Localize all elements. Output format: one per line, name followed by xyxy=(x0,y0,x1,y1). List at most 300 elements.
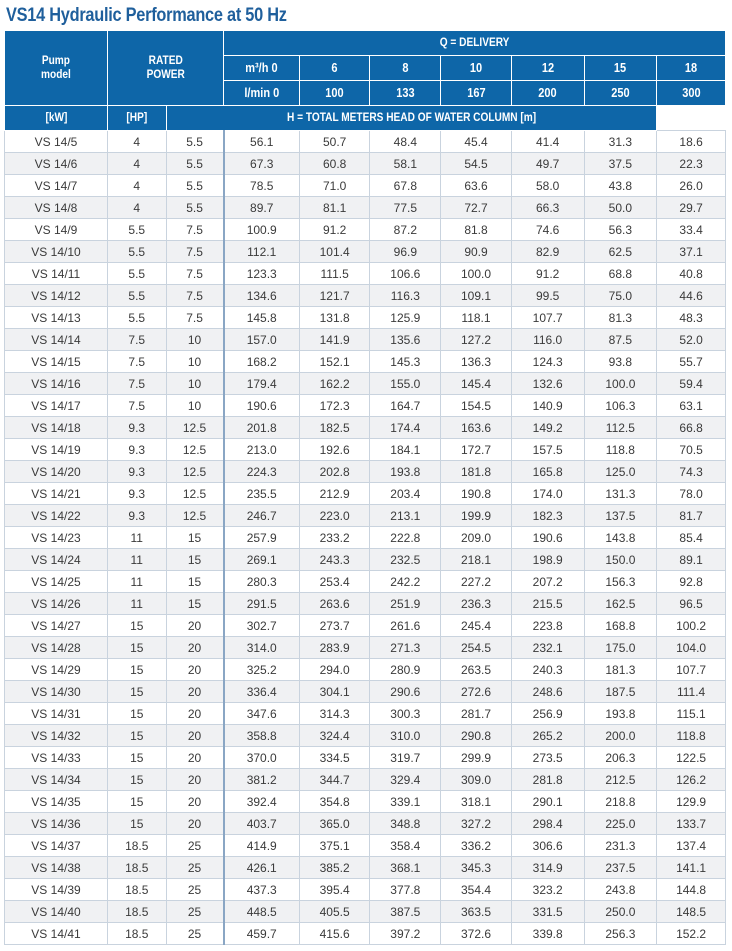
head-value-cell: 168.2 xyxy=(224,351,300,373)
head-value-cell: 112.5 xyxy=(584,417,657,439)
head-value-cell: 43.8 xyxy=(584,175,657,197)
head-value-cell: 85.4 xyxy=(657,527,726,549)
table-row xyxy=(5,527,726,549)
table-row xyxy=(5,395,726,417)
head-value-cell: 82.9 xyxy=(511,241,584,263)
power-hp-cell: 5.5 xyxy=(166,153,224,175)
head-value-cell: 144.8 xyxy=(657,879,726,901)
head-value-cell: 157.0 xyxy=(224,329,300,351)
table-row xyxy=(5,153,726,175)
power-kw-cell: 11 xyxy=(107,527,166,549)
head-value-cell: 175.0 xyxy=(584,637,657,659)
head-value-cell: 448.5 xyxy=(224,901,300,923)
head-value-cell: 243.3 xyxy=(299,549,370,571)
power-kw-cell: 7.5 xyxy=(107,395,166,417)
head-value-cell: 58.0 xyxy=(511,175,584,197)
head-value-cell: 125.0 xyxy=(584,461,657,483)
head-value-cell: 54.5 xyxy=(441,153,512,175)
head-value-cell: 59.4 xyxy=(657,373,726,395)
head-value-cell: 127.2 xyxy=(441,329,512,351)
head-value-cell: 206.3 xyxy=(584,747,657,769)
power-kw-cell: 18.5 xyxy=(107,857,166,879)
table-row xyxy=(5,659,726,681)
head-value-cell: 67.3 xyxy=(224,153,300,175)
head-value-cell: 60.8 xyxy=(299,153,370,175)
delivery-m3h-value: 15 xyxy=(584,56,657,81)
table-row xyxy=(5,285,726,307)
head-value-cell: 106.3 xyxy=(584,395,657,417)
head-value-cell: 348.8 xyxy=(370,813,441,835)
delivery-lmin-value: 200 xyxy=(511,81,584,106)
table-body xyxy=(5,131,726,945)
head-value-cell: 192.6 xyxy=(299,439,370,461)
head-value-cell: 116.3 xyxy=(370,285,441,307)
head-value-cell: 50.7 xyxy=(299,131,370,153)
head-value-cell: 48.3 xyxy=(657,307,726,329)
head-value-cell: 327.2 xyxy=(441,813,512,835)
delivery-lmin-value: 300 xyxy=(657,81,726,106)
power-kw-cell: 15 xyxy=(107,703,166,725)
head-value-cell: 141.9 xyxy=(299,329,370,351)
head-value-cell: 145.3 xyxy=(370,351,441,373)
head-value-cell: 237.5 xyxy=(584,857,657,879)
pump-model-cell: VS 14/41 xyxy=(5,923,108,945)
table-row xyxy=(5,241,726,263)
table-row xyxy=(5,747,726,769)
pump-model-cell: VS 14/38 xyxy=(5,857,108,879)
head-header: H = TOTAL METERS HEAD OF WATER COLUMN [m] xyxy=(166,106,657,131)
head-value-cell: 233.2 xyxy=(299,527,370,549)
head-value-cell: 243.8 xyxy=(584,879,657,901)
head-value-cell: 112.1 xyxy=(224,241,300,263)
delivery-header: Q = DELIVERY xyxy=(224,31,726,56)
head-value-cell: 235.5 xyxy=(224,483,300,505)
power-hp-cell: 10 xyxy=(166,373,224,395)
head-value-cell: 231.3 xyxy=(584,835,657,857)
head-value-cell: 58.1 xyxy=(370,153,441,175)
head-value-cell: 392.4 xyxy=(224,791,300,813)
head-value-cell: 336.2 xyxy=(441,835,512,857)
head-value-cell: 168.8 xyxy=(584,615,657,637)
head-value-cell: 184.1 xyxy=(370,439,441,461)
head-value-cell: 118.8 xyxy=(657,725,726,747)
head-value-cell: 26.0 xyxy=(657,175,726,197)
power-kw-cell: 15 xyxy=(107,813,166,835)
head-value-cell: 272.6 xyxy=(441,681,512,703)
head-value-cell: 280.3 xyxy=(224,571,300,593)
pump-model-cell: VS 14/35 xyxy=(5,791,108,813)
power-hp-cell: 15 xyxy=(166,549,224,571)
head-value-cell: 37.1 xyxy=(657,241,726,263)
head-value-cell: 136.3 xyxy=(441,351,512,373)
head-value-cell: 273.5 xyxy=(511,747,584,769)
table-row xyxy=(5,263,726,285)
head-value-cell: 174.4 xyxy=(370,417,441,439)
power-kw-cell: 9.3 xyxy=(107,439,166,461)
head-value-cell: 56.1 xyxy=(224,131,300,153)
head-value-cell: 55.7 xyxy=(657,351,726,373)
head-value-cell: 174.0 xyxy=(511,483,584,505)
power-kw-cell: 11 xyxy=(107,549,166,571)
power-kw-cell: 5.5 xyxy=(107,307,166,329)
head-value-cell: 63.1 xyxy=(657,395,726,417)
head-value-cell: 93.8 xyxy=(584,351,657,373)
head-value-cell: 71.0 xyxy=(299,175,370,197)
head-value-cell: 271.3 xyxy=(370,637,441,659)
head-value-cell: 81.1 xyxy=(299,197,370,219)
pump-model-cell: VS 14/6 xyxy=(5,153,108,175)
head-value-cell: 100.9 xyxy=(224,219,300,241)
power-hp-cell: 20 xyxy=(166,769,224,791)
head-value-cell: 200.0 xyxy=(584,725,657,747)
head-value-cell: 74.3 xyxy=(657,461,726,483)
head-value-cell: 72.7 xyxy=(441,197,512,219)
head-value-cell: 354.8 xyxy=(299,791,370,813)
head-value-cell: 415.6 xyxy=(299,923,370,945)
pump-model-cell: VS 14/28 xyxy=(5,637,108,659)
head-value-cell: 50.0 xyxy=(584,197,657,219)
head-value-cell: 44.6 xyxy=(657,285,726,307)
head-value-cell: 280.9 xyxy=(370,659,441,681)
head-value-cell: 148.5 xyxy=(657,901,726,923)
head-value-cell: 29.7 xyxy=(657,197,726,219)
power-hp-cell: 20 xyxy=(166,725,224,747)
power-kw-cell: 15 xyxy=(107,681,166,703)
head-value-cell: 339.1 xyxy=(370,791,441,813)
head-value-cell: 162.5 xyxy=(584,593,657,615)
head-value-cell: 96.9 xyxy=(370,241,441,263)
head-value-cell: 256.3 xyxy=(584,923,657,945)
table-row xyxy=(5,549,726,571)
head-value-cell: 150.0 xyxy=(584,549,657,571)
pump-model-cell: VS 14/16 xyxy=(5,373,108,395)
head-value-cell: 155.0 xyxy=(370,373,441,395)
power-kw-cell: 15 xyxy=(107,747,166,769)
pump-model-cell: VS 14/18 xyxy=(5,417,108,439)
power-hp-cell: 20 xyxy=(166,681,224,703)
pump-model-cell: VS 14/27 xyxy=(5,615,108,637)
hp-unit-header: [HP] xyxy=(107,106,166,131)
head-value-cell: 358.8 xyxy=(224,725,300,747)
head-value-cell: 67.8 xyxy=(370,175,441,197)
power-hp-cell: 12.5 xyxy=(166,417,224,439)
power-kw-cell: 15 xyxy=(107,769,166,791)
head-value-cell: 70.5 xyxy=(657,439,726,461)
head-value-cell: 182.3 xyxy=(511,505,584,527)
head-value-cell: 344.7 xyxy=(299,769,370,791)
head-value-cell: 190.6 xyxy=(224,395,300,417)
head-value-cell: 163.6 xyxy=(441,417,512,439)
head-value-cell: 302.7 xyxy=(224,615,300,637)
power-kw-cell: 15 xyxy=(107,725,166,747)
head-value-cell: 137.4 xyxy=(657,835,726,857)
table-row xyxy=(5,351,726,373)
power-kw-cell: 4 xyxy=(107,153,166,175)
head-value-cell: 104.0 xyxy=(657,637,726,659)
head-value-cell: 397.2 xyxy=(370,923,441,945)
head-value-cell: 89.1 xyxy=(657,549,726,571)
power-kw-cell: 4 xyxy=(107,197,166,219)
head-value-cell: 251.9 xyxy=(370,593,441,615)
head-value-cell: 323.2 xyxy=(511,879,584,901)
head-value-cell: 145.4 xyxy=(441,373,512,395)
head-value-cell: 66.8 xyxy=(657,417,726,439)
pump-model-cell: VS 14/36 xyxy=(5,813,108,835)
head-value-cell: 107.7 xyxy=(657,659,726,681)
head-value-cell: 74.6 xyxy=(511,219,584,241)
pump-model-cell: VS 14/31 xyxy=(5,703,108,725)
head-value-cell: 213.0 xyxy=(224,439,300,461)
power-hp-cell: 10 xyxy=(166,395,224,417)
head-value-cell: 162.2 xyxy=(299,373,370,395)
power-hp-cell: 20 xyxy=(166,659,224,681)
table-row xyxy=(5,703,726,725)
delivery-m3h-value: 10 xyxy=(441,56,512,81)
power-hp-cell: 25 xyxy=(166,879,224,901)
head-value-cell: 141.1 xyxy=(657,857,726,879)
table-row xyxy=(5,505,726,527)
head-value-cell: 375.1 xyxy=(299,835,370,857)
head-value-cell: 281.7 xyxy=(441,703,512,725)
power-hp-cell: 5.5 xyxy=(166,175,224,197)
head-value-cell: 100.0 xyxy=(441,263,512,285)
head-value-cell: 31.3 xyxy=(584,131,657,153)
power-hp-cell: 12.5 xyxy=(166,461,224,483)
power-kw-cell: 7.5 xyxy=(107,351,166,373)
head-value-cell: 256.9 xyxy=(511,703,584,725)
table-row xyxy=(5,835,726,857)
head-value-cell: 395.4 xyxy=(299,879,370,901)
head-value-cell: 414.9 xyxy=(224,835,300,857)
pump-model-cell: VS 14/7 xyxy=(5,175,108,197)
table-row xyxy=(5,197,726,219)
pump-model-cell: VS 14/25 xyxy=(5,571,108,593)
head-value-cell: 223.0 xyxy=(299,505,370,527)
power-hp-cell: 7.5 xyxy=(166,263,224,285)
power-hp-cell: 20 xyxy=(166,747,224,769)
head-value-cell: 319.7 xyxy=(370,747,441,769)
head-value-cell: 52.0 xyxy=(657,329,726,351)
head-value-cell: 131.8 xyxy=(299,307,370,329)
head-value-cell: 99.5 xyxy=(511,285,584,307)
head-value-cell: 314.9 xyxy=(511,857,584,879)
head-value-cell: 111.4 xyxy=(657,681,726,703)
power-hp-cell: 15 xyxy=(166,593,224,615)
lmin-label: l/min 0 xyxy=(224,81,300,106)
head-value-cell: 246.7 xyxy=(224,505,300,527)
power-kw-cell: 5.5 xyxy=(107,219,166,241)
head-value-cell: 122.5 xyxy=(657,747,726,769)
head-value-cell: 331.5 xyxy=(511,901,584,923)
pump-model-cell: VS 14/9 xyxy=(5,219,108,241)
head-value-cell: 290.8 xyxy=(441,725,512,747)
head-value-cell: 218.1 xyxy=(441,549,512,571)
kw-unit-header: [kW] xyxy=(5,106,108,131)
pump-model-cell: VS 14/17 xyxy=(5,395,108,417)
head-value-cell: 261.6 xyxy=(370,615,441,637)
power-hp-cell: 12.5 xyxy=(166,483,224,505)
head-value-cell: 181.8 xyxy=(441,461,512,483)
head-value-cell: 157.5 xyxy=(511,439,584,461)
head-value-cell: 265.2 xyxy=(511,725,584,747)
head-value-cell: 213.1 xyxy=(370,505,441,527)
table-row xyxy=(5,373,726,395)
pump-model-cell: VS 14/5 xyxy=(5,131,108,153)
delivery-lmin-value: 167 xyxy=(441,81,512,106)
head-value-cell: 100.2 xyxy=(657,615,726,637)
head-value-cell: 78.0 xyxy=(657,483,726,505)
head-value-cell: 145.8 xyxy=(224,307,300,329)
table-row xyxy=(5,923,726,945)
head-value-cell: 131.3 xyxy=(584,483,657,505)
table-row xyxy=(5,615,726,637)
power-hp-cell: 20 xyxy=(166,615,224,637)
power-hp-cell: 12.5 xyxy=(166,505,224,527)
head-value-cell: 182.5 xyxy=(299,417,370,439)
head-value-cell: 187.5 xyxy=(584,681,657,703)
head-value-cell: 207.2 xyxy=(511,571,584,593)
head-value-cell: 336.4 xyxy=(224,681,300,703)
head-value-cell: 201.8 xyxy=(224,417,300,439)
pump-model-cell: VS 14/14 xyxy=(5,329,108,351)
head-value-cell: 329.4 xyxy=(370,769,441,791)
head-value-cell: 248.6 xyxy=(511,681,584,703)
pump-model-cell: VS 14/19 xyxy=(5,439,108,461)
head-value-cell: 291.5 xyxy=(224,593,300,615)
power-hp-cell: 25 xyxy=(166,901,224,923)
power-kw-cell: 15 xyxy=(107,615,166,637)
power-kw-cell: 4 xyxy=(107,175,166,197)
table-row xyxy=(5,461,726,483)
power-hp-cell: 25 xyxy=(166,923,224,945)
head-value-cell: 62.5 xyxy=(584,241,657,263)
head-value-cell: 368.1 xyxy=(370,857,441,879)
head-value-cell: 377.8 xyxy=(370,879,441,901)
head-value-cell: 250.0 xyxy=(584,901,657,923)
head-value-cell: 381.2 xyxy=(224,769,300,791)
rated-power-header: RATED POWER xyxy=(107,31,223,106)
head-value-cell: 339.8 xyxy=(511,923,584,945)
head-value-cell: 299.9 xyxy=(441,747,512,769)
head-value-cell: 269.1 xyxy=(224,549,300,571)
power-hp-cell: 5.5 xyxy=(166,131,224,153)
table-header xyxy=(5,31,726,131)
head-value-cell: 100.0 xyxy=(584,373,657,395)
head-value-cell: 212.5 xyxy=(584,769,657,791)
head-value-cell: 37.5 xyxy=(584,153,657,175)
power-hp-cell: 7.5 xyxy=(166,285,224,307)
head-value-cell: 149.2 xyxy=(511,417,584,439)
head-value-cell: 164.7 xyxy=(370,395,441,417)
head-value-cell: 263.6 xyxy=(299,593,370,615)
m3h-label: m³/h 0 xyxy=(224,56,300,81)
head-value-cell: 403.7 xyxy=(224,813,300,835)
table-row xyxy=(5,725,726,747)
power-kw-cell: 18.5 xyxy=(107,923,166,945)
head-value-cell: 172.3 xyxy=(299,395,370,417)
head-value-cell: 87.2 xyxy=(370,219,441,241)
power-kw-cell: 15 xyxy=(107,791,166,813)
head-value-cell: 45.4 xyxy=(441,131,512,153)
table-row xyxy=(5,879,726,901)
head-value-cell: 87.5 xyxy=(584,329,657,351)
head-value-cell: 242.2 xyxy=(370,571,441,593)
head-value-cell: 63.6 xyxy=(441,175,512,197)
delivery-lmin-value: 100 xyxy=(299,81,370,106)
power-kw-cell: 18.5 xyxy=(107,835,166,857)
pump-model-cell: VS 14/26 xyxy=(5,593,108,615)
performance-table xyxy=(4,30,726,945)
delivery-m3h-value: 8 xyxy=(370,56,441,81)
table-row xyxy=(5,901,726,923)
head-value-cell: 318.1 xyxy=(441,791,512,813)
head-value-cell: 121.7 xyxy=(299,285,370,307)
pump-model-cell: VS 14/13 xyxy=(5,307,108,329)
pump-model-cell: VS 14/12 xyxy=(5,285,108,307)
head-value-cell: 372.6 xyxy=(441,923,512,945)
head-value-cell: 77.5 xyxy=(370,197,441,219)
pump-model-cell: VS 14/24 xyxy=(5,549,108,571)
head-value-cell: 245.4 xyxy=(441,615,512,637)
power-kw-cell: 18.5 xyxy=(107,879,166,901)
head-value-cell: 202.8 xyxy=(299,461,370,483)
head-value-cell: 101.4 xyxy=(299,241,370,263)
delivery-m3h-value: 6 xyxy=(299,56,370,81)
head-value-cell: 281.8 xyxy=(511,769,584,791)
head-value-cell: 253.4 xyxy=(299,571,370,593)
head-value-cell: 134.6 xyxy=(224,285,300,307)
head-value-cell: 306.6 xyxy=(511,835,584,857)
delivery-lmin-value: 250 xyxy=(584,81,657,106)
table-row xyxy=(5,175,726,197)
head-value-cell: 156.3 xyxy=(584,571,657,593)
table-row xyxy=(5,769,726,791)
head-value-cell: 78.5 xyxy=(224,175,300,197)
head-value-cell: 118.8 xyxy=(584,439,657,461)
head-value-cell: 18.6 xyxy=(657,131,726,153)
head-value-cell: 232.5 xyxy=(370,549,441,571)
power-kw-cell: 7.5 xyxy=(107,329,166,351)
head-value-cell: 133.7 xyxy=(657,813,726,835)
head-value-cell: 111.5 xyxy=(299,263,370,285)
head-value-cell: 273.7 xyxy=(299,615,370,637)
power-kw-cell: 15 xyxy=(107,637,166,659)
head-value-cell: 152.2 xyxy=(657,923,726,945)
head-value-cell: 236.3 xyxy=(441,593,512,615)
power-hp-cell: 20 xyxy=(166,703,224,725)
power-kw-cell: 11 xyxy=(107,593,166,615)
table-row xyxy=(5,593,726,615)
power-hp-cell: 25 xyxy=(166,857,224,879)
table-row xyxy=(5,417,726,439)
power-kw-cell: 5.5 xyxy=(107,241,166,263)
head-value-cell: 257.9 xyxy=(224,527,300,549)
head-value-cell: 222.8 xyxy=(370,527,441,549)
head-value-cell: 68.8 xyxy=(584,263,657,285)
power-hp-cell: 7.5 xyxy=(166,241,224,263)
head-value-cell: 154.5 xyxy=(441,395,512,417)
head-value-cell: 325.2 xyxy=(224,659,300,681)
pump-model-cell: VS 14/8 xyxy=(5,197,108,219)
head-value-cell: 283.9 xyxy=(299,637,370,659)
power-kw-cell: 5.5 xyxy=(107,285,166,307)
pump-model-cell: VS 14/21 xyxy=(5,483,108,505)
head-value-cell: 223.8 xyxy=(511,615,584,637)
head-value-cell: 89.7 xyxy=(224,197,300,219)
head-value-cell: 290.1 xyxy=(511,791,584,813)
pump-model-cell: VS 14/30 xyxy=(5,681,108,703)
pump-model-header: Pump model xyxy=(5,31,108,106)
